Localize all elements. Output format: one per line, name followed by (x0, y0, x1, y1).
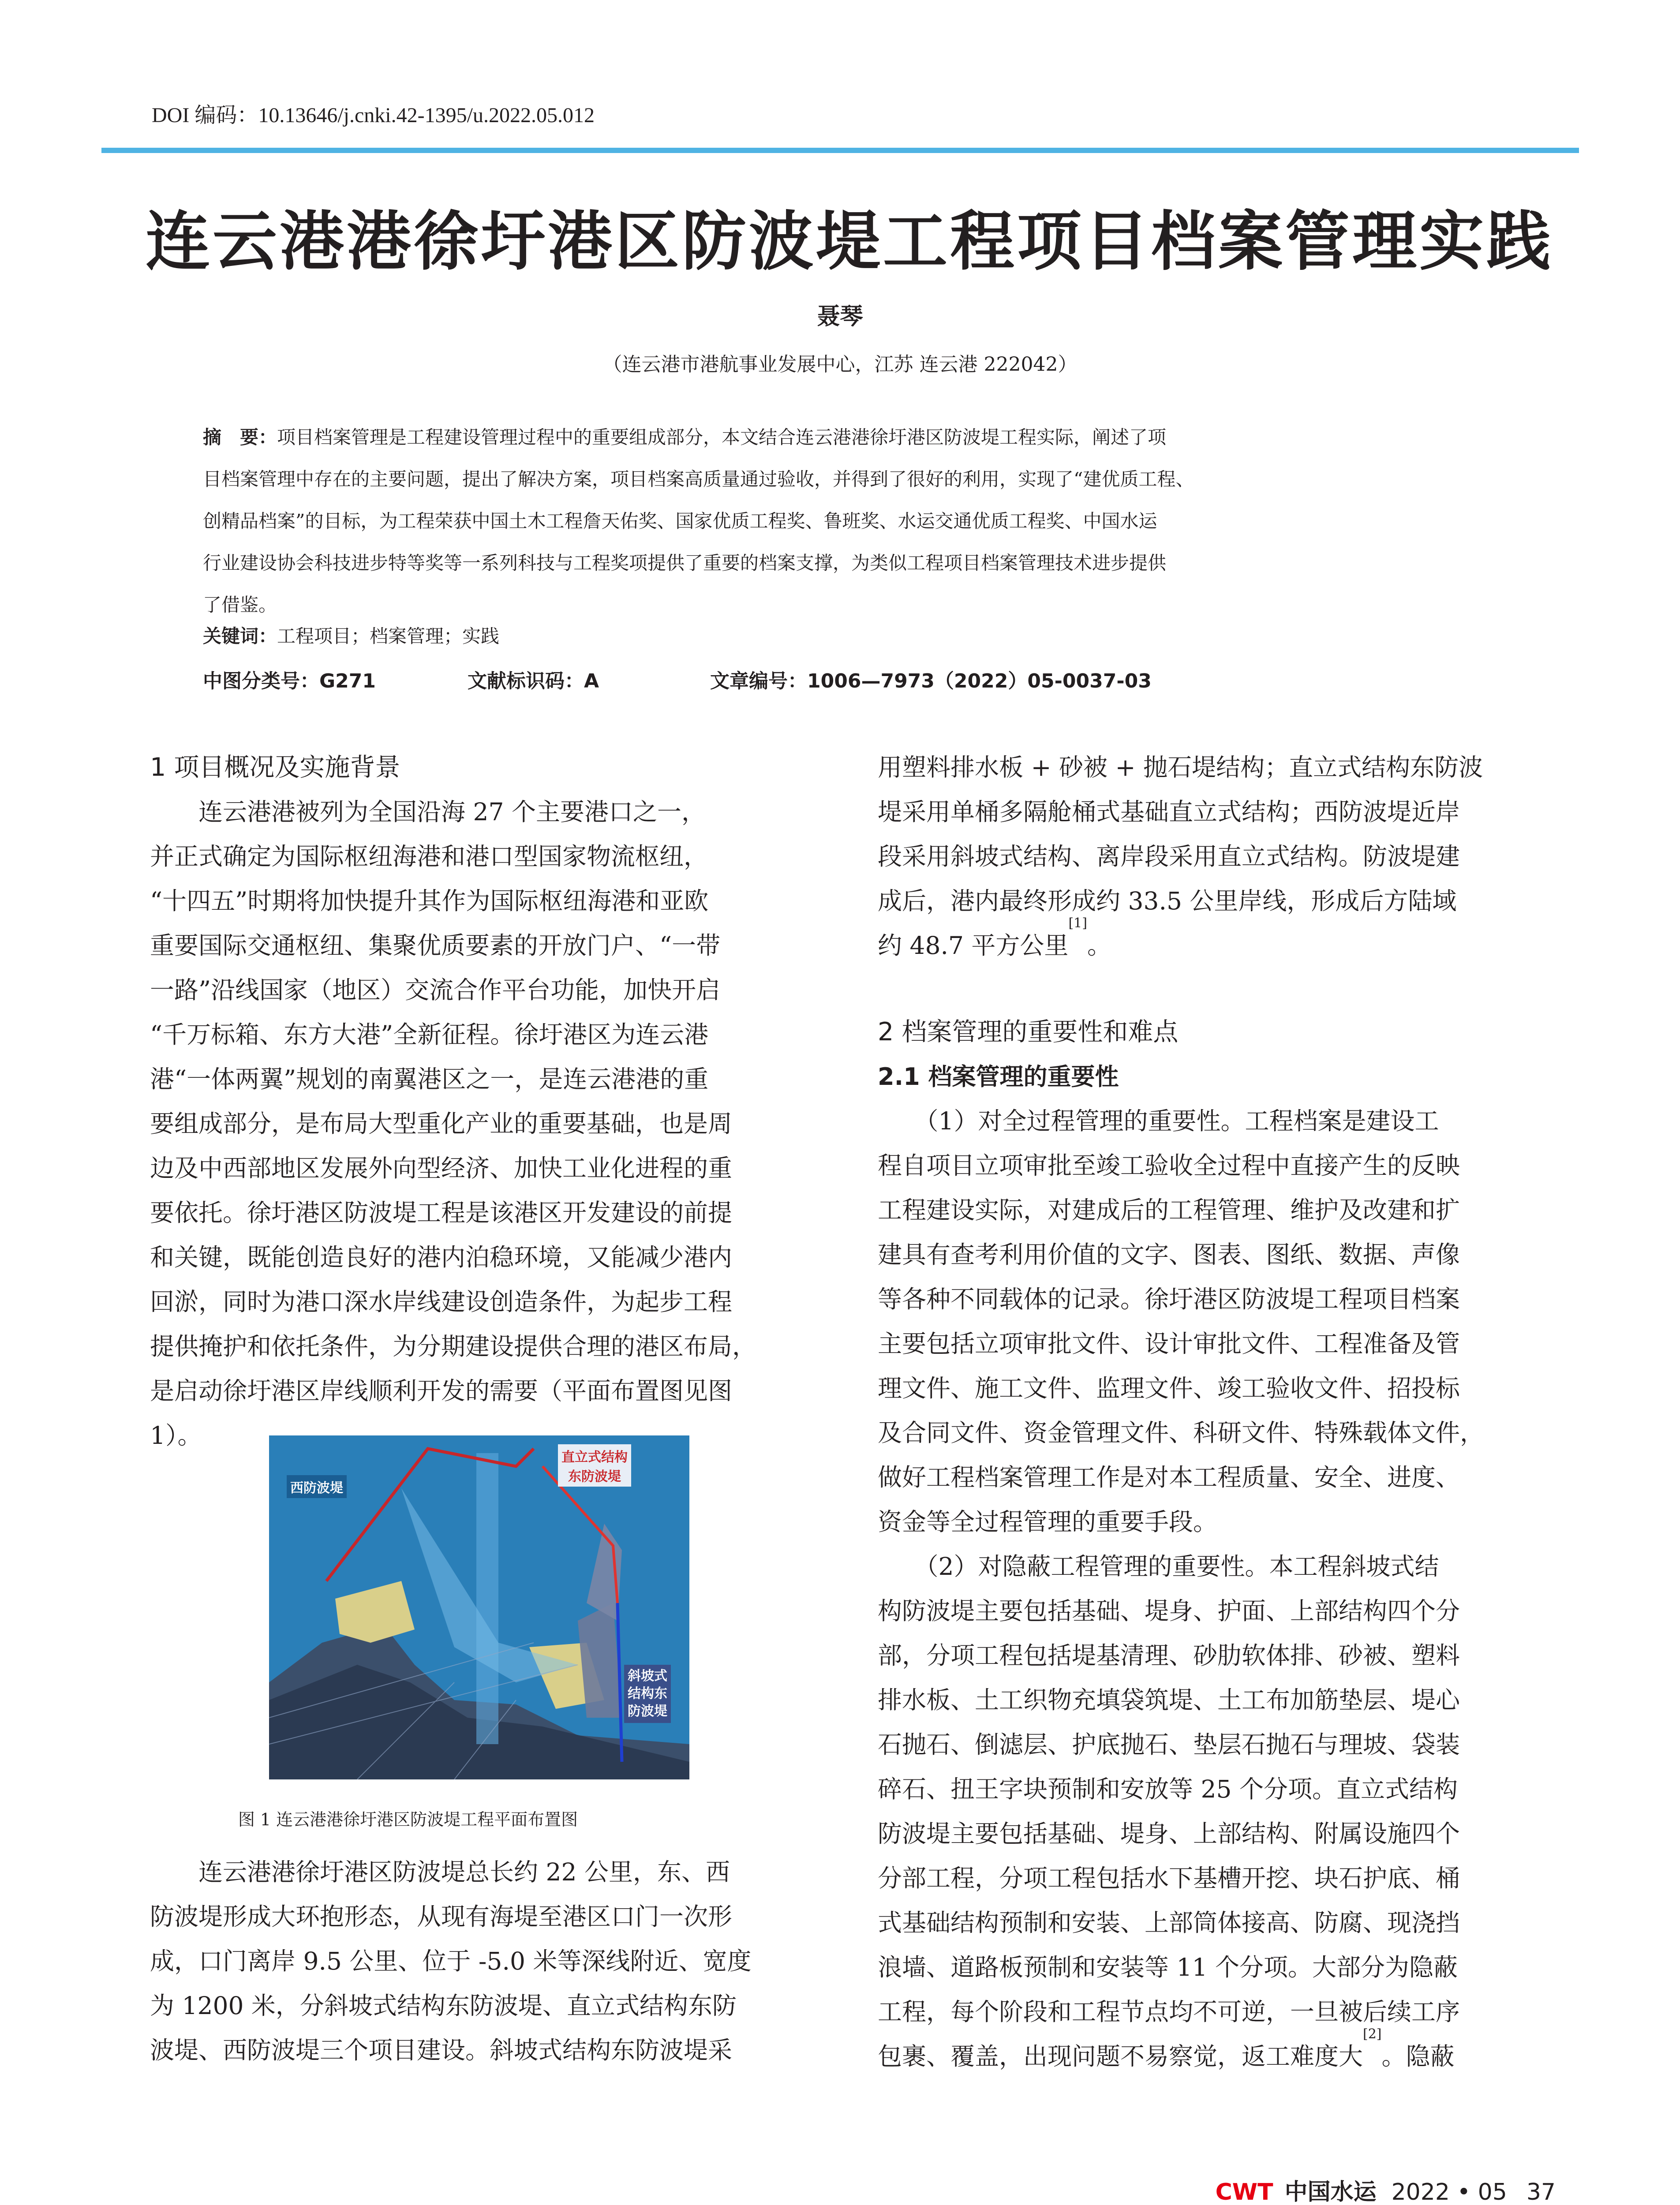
text-line: 部，分项工程包括堤基清理、砂肋软体排、砂被、塑料 (878, 1641, 1460, 1670)
text-line: 石抛石、倒滤层、护底抛石、垫层石抛石与理坡、袋装 (878, 1730, 1460, 1759)
subsection-heading-2-1: 2.1 档案管理的重要性 (878, 1063, 1119, 1091)
text-line: 式基础结构预制和安装、上部筒体接高、防腐、现浇挡 (878, 1909, 1460, 1937)
article-title: 连云港港徐圩港区防波堤工程项目档案管理实践 (146, 204, 1553, 279)
text-line: 1）。 (150, 1421, 202, 1450)
text-line: “十四五”时期将加快提升其作为国际枢纽海港和亚欧 (150, 887, 709, 915)
keywords (203, 622, 499, 648)
text-line: 为 1200 米，分斜坡式结构东防波堤、直立式结构东防 (150, 1992, 737, 2020)
text-line: 成后，港内最终形成约 33.5 公里岸线，形成后方陆域 (878, 887, 1457, 915)
text-line: 成，口门离岸 9.5 公里、位于 -5.0 米等深线附近、宽度 (150, 1947, 752, 1975)
text-line: 港“一体两翼”规划的南翼港区之一，是连云港港的重 (150, 1065, 709, 1093)
right-column-section2 (878, 1010, 1484, 2079)
document-code: 文献标识码：A (468, 670, 599, 692)
abstract-line-4: 行业建设协会科技进步特等奖等一系列科技与工程奖项提供了重要的档案支撑，为类似工程项目档案管理技术进步提供 (203, 552, 1167, 574)
text-line: 浪墙、道路板预制和安装等 11 个分项。大部分为隐蔽 (878, 1953, 1458, 1981)
left-column-bottom (150, 1850, 751, 2073)
section-heading-1: 1 项目概况及实施背景 (150, 753, 400, 782)
abstract-line-1: 摘 要：项目档案管理是工程建设管理过程中的重要组成部分，本文结合连云港港徐圩港区防波堤工程实际，阐述了项 (203, 426, 1167, 448)
header-rule (101, 148, 1579, 153)
text-line: 要依托。徐圩港区防波堤工程是该港区开发建设的前提 (150, 1199, 733, 1227)
west-breakwater-label: 西防波堤 (287, 1475, 347, 1498)
right-column-top (878, 745, 1483, 968)
figure-caption: 图 1 连云港港徐圩港区防波堤工程平面布置图 (238, 1810, 578, 1829)
reference-2[interactable]: [2] (1363, 2026, 1382, 2042)
text-line: 回淤，同时为港口深水岸线建设创造条件，为起步工程 (150, 1288, 733, 1316)
left-column-top (150, 745, 756, 1458)
text-line: 约 48.7 平方公里[1]。 (878, 916, 1111, 960)
text-line: “千万标箱、东方大港”全新征程。徐圩港区为连云港 (150, 1020, 709, 1049)
page-footer (1216, 2173, 1556, 2205)
abstract-label: 摘 要： (203, 426, 277, 448)
brand-logo: CWT (1215, 2179, 1273, 2205)
issue-number: 2022 • 05 (1391, 2179, 1507, 2205)
text-line: 资金等全过程管理的重要手段。 (878, 1508, 1218, 1536)
abstract-line-5: 了借鉴。 (203, 594, 277, 616)
author-name: 聂琴 (817, 303, 863, 330)
text-line: 段采用斜坡式结构、离岸段采用直立式结构。防波堤建 (878, 842, 1460, 871)
figure-1-map (269, 1435, 689, 1779)
text-line: 防波堤主要包括基础、堤身、上部结构、附属设施四个 (878, 1820, 1460, 1848)
text-line: 等各种不同载体的记录。徐圩港区防波堤工程项目档案 (878, 1285, 1460, 1313)
author-affiliation: （连云港市港航事业发展中心，江苏 连云港 222042） (602, 353, 1078, 376)
text-line: 程自项目立项审批至竣工验收全过程中直接产生的反映 (878, 1151, 1460, 1180)
text-line: （2）对隐蔽工程管理的重要性。本工程斜坡式结 (878, 1552, 1439, 1581)
text-line: 边及中西部地区发展外向型经济、加快工业化进程的重 (150, 1154, 733, 1182)
text-line: 构防波堤主要包括基础、堤身、护面、上部结构四个分 (878, 1597, 1460, 1625)
text-line: 连云港港徐圩港区防波堤总长约 22 公里，东、西 (150, 1858, 730, 1886)
text-line: 主要包括立项审批文件、设计审批文件、工程准备及管 (878, 1330, 1460, 1358)
text-line: 重要国际交通枢纽、集聚优质要素的开放门户、“一带 (150, 931, 721, 960)
section-heading-2: 2 档案管理的重要性和难点 (878, 1017, 1179, 1046)
article-number: 文章编号：1006—7973（2022）05-0037-03 (710, 670, 1152, 692)
text-line: 理文件、施工文件、监理文件、竣工验收文件、招投标 (878, 1374, 1460, 1402)
keywords-label: 关键词： (203, 625, 277, 647)
slope-east-breakwater-label: 斜坡式 结构东 防波堤 (624, 1665, 671, 1723)
abstract-line-3: 创精品档案”的目标，为工程荣获中国土木工程詹天佑奖、国家优质工程奖、鲁班奖、水运交通优质工程奖、中国水运 (203, 510, 1157, 532)
text-line: 工程，每个阶段和工程节点均不可逆，一旦被后续工序 (878, 1998, 1460, 2026)
text-line: 工程建设实际，对建成后的工程管理、维护及改建和扩 (878, 1196, 1460, 1224)
abstract (203, 416, 1515, 626)
abstract-line-2: 目档案管理中存在的主要问题，提出了解决方案，项目档案高质量通过验收，并得到了很好的利用，实现了“建优质工程、 (203, 468, 1194, 490)
text-line: 是启动徐圩港区岸线顺利开发的需要（平面布置图见图 (150, 1377, 733, 1405)
text-line: 碎石、扭王字块预制和安放等 25 个分项。直立式结构 (878, 1775, 1458, 1803)
text-line: 做好工程档案管理工作是对本工程质量、安全、进度、 (878, 1463, 1460, 1491)
doi-line: DOI 编码：10.13646/j.cnki.42-1395/u.2022.05.012 (152, 104, 595, 127)
text-line: 排水板、土工织物充填袋筑堤、土工布加筋垫层、堤心 (878, 1686, 1460, 1714)
text-line: 用塑料排水板 + 砂被 + 抛石堤结构；直立式结构东防波 (878, 753, 1483, 781)
text-line: 连云港港被列为全国沿海 27 个主要港口之一， (150, 798, 706, 826)
clc-number: 中图分类号：G271 (203, 670, 376, 692)
reference-1[interactable]: [1] (1068, 916, 1087, 931)
keywords-value: 工程项目；档案管理；实践 (277, 625, 500, 647)
text-line: 建具有查考利用价值的文字、图表、图纸、数据、声像 (878, 1241, 1460, 1269)
text-line: 提供掩护和依托条件，为分期建设提供合理的港区布局， (150, 1332, 757, 1360)
text-line: 分部工程，分项工程包括水下基槽开挖、块石护底、桶 (878, 1864, 1460, 1892)
text-line: 并正式确定为国际枢纽海港和港口型国家物流枢纽， (150, 842, 708, 871)
text-line: （1）对全过程管理的重要性。工程档案是建设工 (878, 1107, 1439, 1135)
vertical-east-breakwater-label: 直立式结构 东防波堤 (558, 1444, 631, 1487)
text-line: 波堤、西防波堤三个项目建设。斜坡式结构东防波堤采 (150, 2036, 733, 2064)
magazine-name: 中国水运 (1284, 2179, 1377, 2205)
text-line: 防波堤形成大环抱形态，从现有海堤至港区口门一次形 (150, 1902, 733, 1931)
text-line: 和关键，既能创造良好的港内泊稳环境，又能减少港内 (150, 1243, 733, 1271)
page-number: 37 (1526, 2179, 1556, 2205)
text-line: 包裹、覆盖，出现问题不易察觉，返工难度大[2]。隐蔽 (878, 2026, 1455, 2070)
text-line: 一路”沿线国家（地区）交流合作平台功能，加快开启 (150, 976, 721, 1004)
text-line: 堤采用单桶多隔舱桶式基础直立式结构；西防波堤近岸 (878, 798, 1460, 826)
text-line: 要组成部分，是布局大型重化产业的重要基础，也是周 (150, 1110, 733, 1138)
text-line: 及合同文件、资金管理文件、科研文件、特殊载体文件， (878, 1419, 1485, 1447)
